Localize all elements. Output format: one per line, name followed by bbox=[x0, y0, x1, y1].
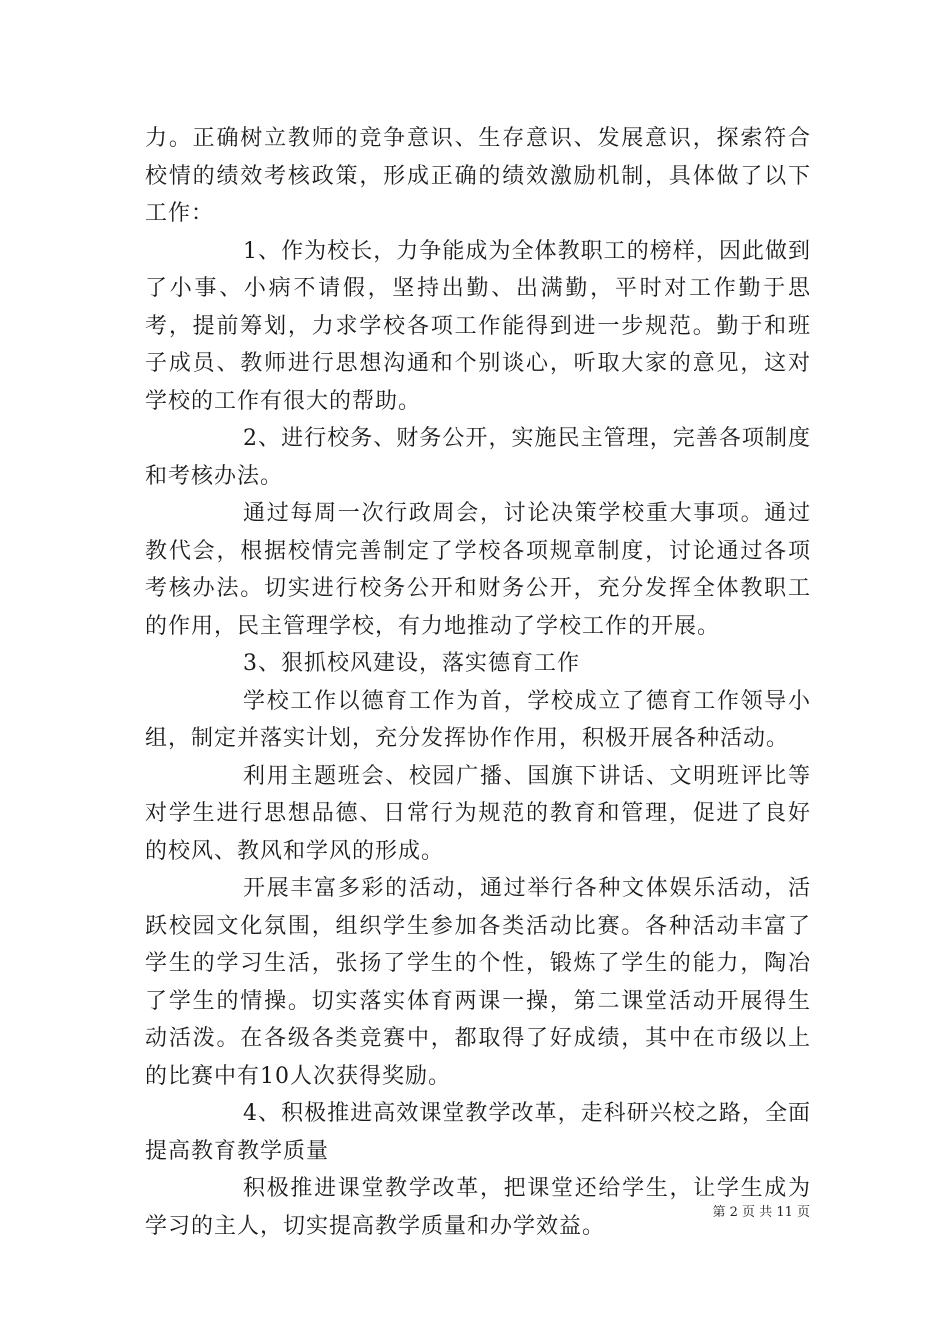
page-number-footer: 第 2 页 共 11 页 bbox=[712, 1205, 810, 1220]
paragraph-2: 1、作为校长，力争能成为全体教职工的榜样，因此做到了小事、小病不请假，坚持出勤、出满勤，平时对工作勤于思考，提前筹划，力求学校各项工作能得到进一步规范。勤于和班子成员、教师进行思想沟通和个别谈心，听取大家的意见，这对学校的工作有很大的帮助。 bbox=[145, 238, 811, 414]
paragraph-3: 2、进行校务、财务公开，实施民主管理，完善各项制度和考核办法。 bbox=[145, 426, 811, 489]
paragraph-1: 力。正确树立教师的竞争意识、生存意识、发展意识，探索符合校情的绩效考核政策，形成正确的绩效激励机制，具体做了以下工作： bbox=[145, 126, 811, 226]
paragraph-4: 通过每周一次行政周会，讨论决策学校重大事项。通过教代会，根据校情完善制定了学校各项规章制度，讨论通过各项考核办法。切实进行校务公开和财务公开，充分发挥全体教职工的作用，民主管理学校，有力地推动了学校工作的开展。 bbox=[145, 501, 811, 639]
paragraph-10: 积极推进课堂教学改革，把课堂还给学生，让学生成为学习的主人，切实提高教学质量和办学效益。 bbox=[145, 1176, 811, 1239]
paragraph-7: 利用主题班会、校园广播、国旗下讲话、文明班评比等对学生进行思想品德、日常行为规范的教育和管理，促进了良好的校风、教风和学风的形成。 bbox=[145, 763, 811, 864]
paragraph-5: 3、狠抓校风建设，落实德育工作 bbox=[243, 651, 580, 676]
paragraph-9: 4、积极推进高效课堂教学改革，走科研兴校之路，全面提高教育教学质量 bbox=[145, 1101, 811, 1164]
body-text bbox=[145, 120, 811, 1245]
paragraph-6: 学校工作以德育工作为首，学校成立了德育工作领导小组，制定并落实计划，充分发挥协作作用，积极开展各种活动。 bbox=[145, 688, 811, 751]
paragraph-8: 开展丰富多彩的活动，通过举行各种文体娱乐活动，活跃校园文化氛围，组织学生参加各类活动比赛。各种活动丰富了学生的学习生活，张扬了学生的个性，锻炼了学生的能力，陶冶了学生的情操。切实落实体育两课一操，第二课堂活动开展得生动活泼。在各级各类竞赛中，都取得了好成绩，其中在市级以上的比赛中有10人次获得奖励。 bbox=[145, 876, 811, 1089]
